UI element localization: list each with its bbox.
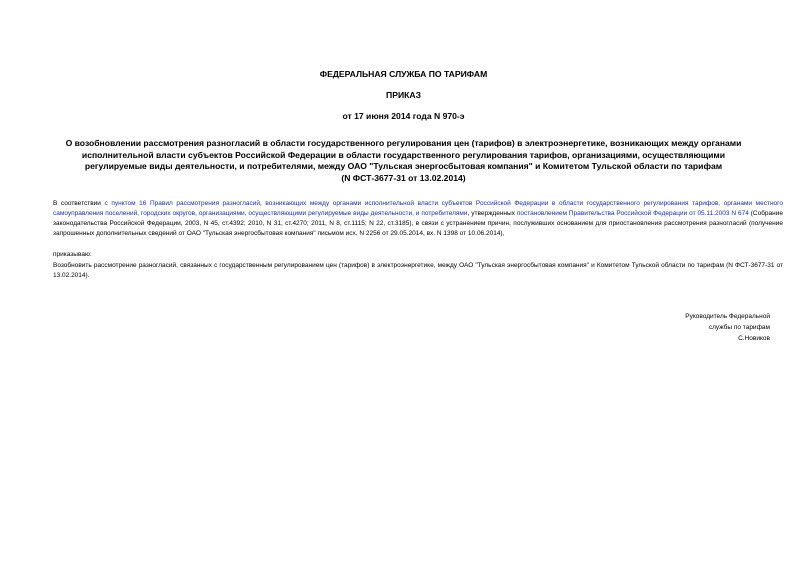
link-rules-point-16[interactable]: с пунктом 16 Правил рассмотрения разногласий, возникающих между органами исполнительной власти субъектов Российской Федерации в области государственного регулирования тарифов, органами местного самоуправления поселений, городских округов, организациями, осуществляющими регулируемые виды деятельности, и потребителями — [53, 200, 783, 217]
basis-text-3: (Собрание законодательства Российской Федерации, 2003, N 45, ст.4392; 2010, N 31, ст.4270; 2011, N 8, ст.1115; N 22, ст.3185), в связи с устранением причин, послуживших основанием для приостановления рассмотрения разногласий (получение запрошенных дополнительных сведений от ОАО "Тульская энергосбытовая компания" письмом исх. N 2256 от 29.05.2014, вх. N 1398 от 10.06.2014), — [53, 210, 783, 237]
title-line: О возобновлении рассмотрения разногласий в области государственного регулирования цен (тарифов) в электроэнергетике, возникающих между органами — [65, 138, 742, 148]
signature-position-line1: Руководитель Федеральной — [685, 313, 770, 320]
agency-heading: ФЕДЕРАЛЬНАЯ СЛУЖБА ПО ТАРИФАМ — [319, 69, 488, 79]
signature-position-line2: службы по тарифам — [708, 324, 770, 331]
order-word: приказываю: — [53, 251, 92, 258]
basis-text-1: В соответствии — [53, 200, 105, 207]
paragraph-basis — [40, 199, 783, 239]
title-line: (N ФСТ-3677-31 от 13.02.2014) — [341, 172, 466, 183]
title-line: регулируемые виды деятельности, и потребителями, между ОАО "Тульская энергосбытовая компания" и Комитетом Тульской области по тарифам — [84, 161, 723, 171]
title-line: исполнительной власти субъектов Российской Федерации в области государственного регулирования тарифов, организациями, осуществляющими — [81, 149, 726, 160]
signature-block — [620, 311, 770, 344]
doc-type-heading: ПРИКАЗ — [386, 90, 421, 100]
basis-text-2: , утвержденных — [467, 210, 517, 217]
document-title — [40, 138, 767, 184]
date-number-heading: от 17 июня 2014 года N 970-э — [342, 111, 465, 121]
link-government-decree-674[interactable]: постановлением Правительства Российской Федерации от 05.11.2003 N 674 — [516, 210, 749, 217]
paragraph-order: Возобновить рассмотрение разногласий, связанных с государственным регулированием цен (тарифов) в электроэнергетике, между ОАО "Тульская энергосбытовая компания" и Комитетом Тульской области по тарифам (N ФСТ-3677-31 от 13.02.2014). — [53, 262, 783, 279]
signature-name: С.Новиков — [738, 335, 770, 342]
